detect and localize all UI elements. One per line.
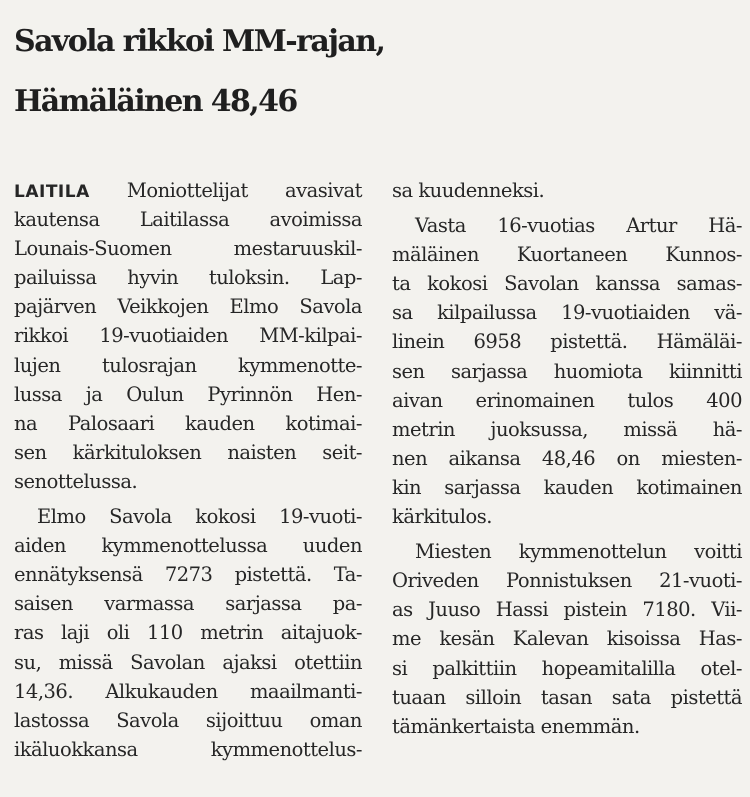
text-line: aiden kymmenottelussa uuden — [14, 534, 362, 558]
text-line: pajärven Veikkojen Elmo Savola — [14, 295, 362, 319]
text-line: Miesten kymmenottelun voitti — [415, 540, 742, 564]
text-line: senottelussa. — [14, 469, 138, 493]
text-line: aivan erinomainen tulos 400 — [392, 388, 742, 412]
text-line: metrin juoksussa, missä hä- — [392, 417, 742, 441]
text-line: 14,36. Alkukauden maailmanti- — [14, 679, 362, 703]
text-line: Lounais-Suomen mestaruuskil- — [14, 237, 362, 261]
text-line: kärkitulos. — [392, 505, 492, 529]
text-line: nen aikansa 48,46 on miesten- — [392, 446, 742, 470]
text-line: sen sarjassa huomiota kiinnitti — [392, 359, 742, 383]
text-line: lujen tulosrajan kymmenotte- — [14, 353, 362, 377]
text-line: kautensa Laitilassa avoimissa — [14, 208, 362, 232]
text-line: Vasta 16-vuotias Artur Hä- — [415, 214, 742, 238]
dateline: LAITILA — [14, 182, 90, 202]
text-line: ikäluokkansa kymmenottelus- — [14, 737, 362, 761]
text-line: si palkittiin hopeamitalilla otel- — [392, 656, 742, 680]
text-line: me kesän Kalevan kisoissa Has- — [392, 627, 742, 651]
headline-line-1: Savola rikkoi MM-rajan, — [14, 24, 385, 59]
text-line — [14, 176, 362, 205]
text-line: ras laji oli 110 metrin aitajuok- — [14, 621, 362, 645]
text-line: pailuissa hyvin tuloksin. Lap- — [14, 266, 362, 290]
article-column-right — [392, 176, 742, 741]
text-line: na Palosaari kauden kotimai- — [14, 411, 362, 435]
text-line: sa kilpailussa 19-vuotiaiden vä- — [392, 301, 742, 325]
text-line: lastossa Savola sijoittuu oman — [14, 708, 362, 732]
text-line: sen kärkituloksen naisten seit- — [14, 440, 362, 464]
text-line: su, missä Savolan ajaksi otettiin — [14, 650, 362, 674]
text-line: kin sarjassa kauden kotimainen — [392, 475, 742, 499]
text-line: tämänkertaista enemmän. — [392, 714, 640, 738]
text-line: Elmo Savola kokosi 19-vuoti- — [37, 505, 362, 529]
headline — [14, 12, 744, 132]
text-line: tuaan silloin tasan sata pistettä — [392, 685, 742, 709]
text-line: sa kuudenneksi. — [392, 179, 545, 202]
text-line: as Juuso Hassi pistein 7180. Vii- — [392, 598, 742, 622]
text-line: linein 6958 pistettä. Hämäläi- — [392, 330, 742, 354]
headline-line-2: Hämäläinen 48,46 — [14, 84, 297, 119]
article-column-left — [14, 176, 362, 764]
text-line: ennätyksensä 7273 pistettä. Ta- — [14, 563, 362, 587]
text-line: rikkoi 19-vuotiaiden MM-kilpai- — [14, 324, 362, 348]
text-line: Oriveden Ponnistuksen 21-vuoti- — [392, 569, 742, 593]
text-line: mäläinen Kuortaneen Kunnos- — [392, 243, 742, 267]
text-line: lussa ja Oulun Pyrinnön Hen- — [14, 382, 362, 406]
text-line: saisen varmassa sarjassa pa- — [14, 592, 362, 616]
text-line: ta kokosi Savolan kanssa samas- — [392, 272, 742, 296]
text-line-content: Moniottelijat avasivat — [89, 179, 362, 202]
